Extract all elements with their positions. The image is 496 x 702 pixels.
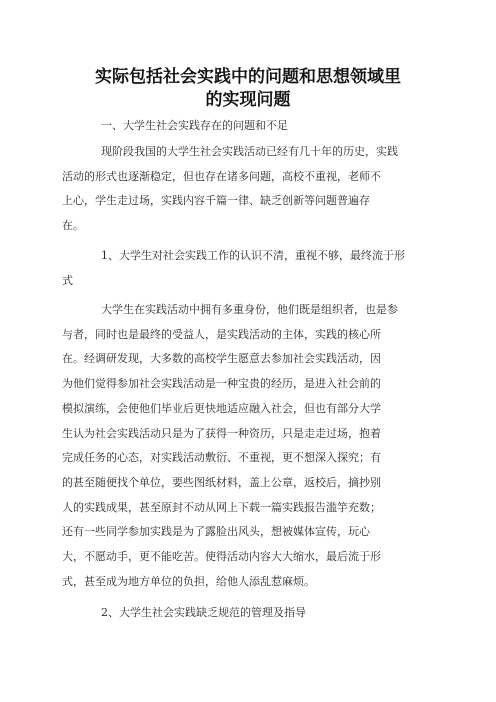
- intro-paragraph-line: 现阶段我国的大学生社会实践活动已经有几十年的历史，实践: [101, 145, 398, 158]
- body-paragraph-line: 生认为社会实践活动只是为了获得一种资历，只是走走过场，抱着: [62, 427, 381, 440]
- document-title-line-2: 的实现问题: [205, 90, 291, 110]
- body-paragraph-line: 模拟演练，会使他们毕业后更快地适应融入社会，但也有部分大学: [62, 402, 381, 415]
- body-paragraph-line: 为他们觉得参加社会实践活动是一种宝贵的经历，是进入社会前的: [62, 377, 381, 390]
- document-title-line-1: 实际包括社会实践中的问题和思想领域里: [95, 67, 401, 87]
- body-paragraph-line: 大学生在实践活动中拥有多重身份，他们既是组织者，也是参: [101, 303, 398, 316]
- body-paragraph-line: 与者，同时也是最终的受益人，是实践活动的主体，实践的核心所: [62, 328, 381, 341]
- intro-paragraph-line: 上心，学生走过场，实践内容千篇一律、缺乏创新等问题普遍存: [62, 194, 370, 207]
- body-paragraph-line: 人的实践成果，甚至原封不动从网上下载一篇实践报告滥竽充数；: [62, 501, 381, 514]
- body-paragraph-line: 式，甚至成为地方单位的负担，给他人添乱惹麻烦。: [62, 575, 315, 588]
- intro-paragraph-line: 在。: [62, 219, 84, 232]
- body-paragraph-line: 大，不愿动手，更不能吃苦。使得活动内容大大缩水，最后流于形: [62, 550, 381, 563]
- subheading-1-line: 1、大学生对社会实践工作的认识不清，重视不够，最终流于形: [101, 249, 405, 262]
- body-paragraph-line: 在。经调研发现，大多数的高校学生愿意去参加社会实践活动，因: [62, 352, 381, 365]
- section-heading: 一、大学生社会实践存在的问题和不足: [101, 119, 288, 132]
- body-paragraph-line: 的甚至随便找个单位，要些图纸材料，盖上公章，返校后，摘抄别: [62, 476, 381, 489]
- body-paragraph-line: 还有一些同学参加实践是为了露脸出风头，想被媒体宣传，玩心: [62, 525, 370, 538]
- subheading-1-line: 式: [62, 274, 73, 287]
- body-paragraph-line: 完成任务的心态，对实践活动敷衍、不重视，更不想深入探究；有: [62, 451, 381, 464]
- intro-paragraph-line: 活动的形式也逐渐稳定，但也存在诸多问题，高校不重视，老师不: [62, 170, 381, 183]
- subheading-2: 2、大学生社会实践缺乏规范的管理及指导: [101, 606, 306, 619]
